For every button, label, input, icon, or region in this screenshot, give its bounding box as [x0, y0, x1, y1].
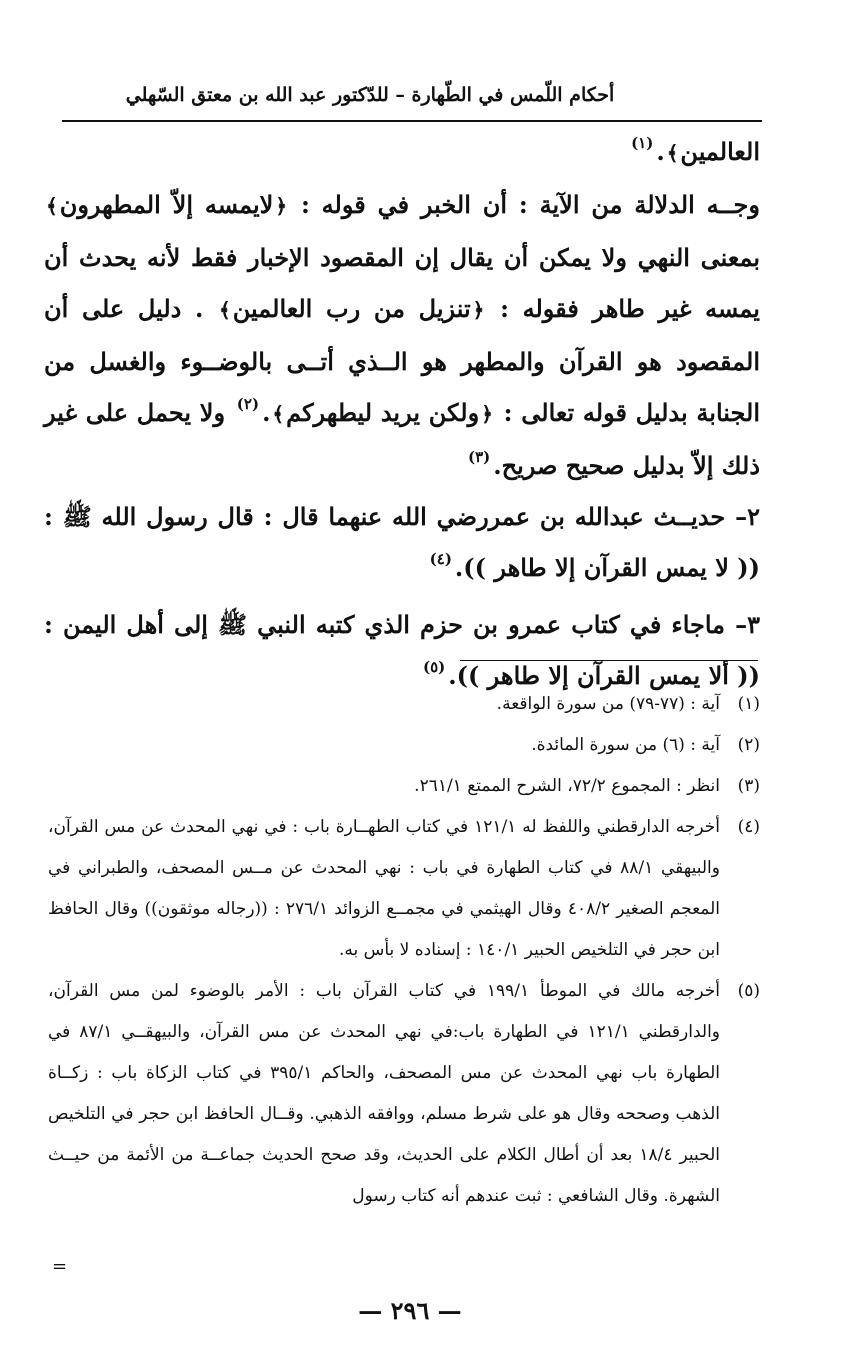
running-header: أحكام اللّمس في الطّهارة – للدّكتور عبد الله بن معتق السّهلي [125, 84, 615, 106]
footnote-ref-4: (٤) [429, 550, 452, 568]
quran-quote-yamassuhu: لايمسه إلاّ المطهرون [59, 190, 274, 219]
dalala-text-c: . دليل على أن المقصود هو القرآن والمطهر هو الــذي أتــى بالوضــوء والغسل من الجنابة بدليل قوله تعالى : [44, 294, 761, 427]
footnote-5 [48, 971, 760, 1217]
footnote-3 [48, 766, 760, 807]
footnotes [48, 684, 760, 1217]
footnote-number: (٤) [737, 817, 760, 837]
quran-close-ornament: ﴾ [272, 402, 285, 426]
hadith-2-text: ٢– حديــث عبدالله بن عمررضي الله عنهما قال : قال رسول الله ﷺ : (( لا يمس القرآن إلا طاهر )). [44, 502, 760, 582]
footnote-ref-3: (٣) [467, 448, 491, 466]
footnote-number: (٥) [737, 981, 760, 1001]
footnote-1 [48, 684, 760, 725]
page-number: — ٢٩٦ — [358, 1296, 462, 1325]
footnote-ref-2: (٢) [236, 395, 260, 413]
intro-text: العالمين [680, 137, 760, 166]
footnote-text: انظر : المجموع ٧٢/٢، الشرح الممتع ٢٦١/١. [414, 776, 720, 796]
quran-close-ornament: ﴾ [666, 141, 679, 165]
quran-open-ornament: ﴿ [472, 298, 485, 322]
quran-open-ornament: ﴿ [481, 402, 493, 426]
quran-close-ornament: ﴾ [219, 298, 231, 322]
quran-close-ornament: ﴾ [46, 194, 58, 218]
footnote-text: آية : (٧٧-٧٩) من سورة الواقعة. [496, 694, 720, 714]
quran-quote-yutahhirakum: ولكن يريد ليطهركم [286, 398, 480, 427]
footnote-ref-5: (٥) [422, 658, 446, 676]
footnote-number: (٢) [737, 735, 760, 755]
footnote-ref-1: (١) [631, 134, 654, 152]
footnote-text: آية : (٦) من سورة المائدة. [531, 735, 720, 755]
main-text [44, 126, 760, 701]
footnote-number: (١) [737, 694, 760, 714]
dalala-text-d: ولا يحمل على غير ذلك إلاّ بدليل صحيح صريح. [44, 398, 760, 480]
quran-open-ornament: ﴿ [275, 194, 288, 218]
paragraph-hadith-2 [44, 491, 760, 593]
dalala-text-b: بمعنى النهي ولا يمكن أن يقال إن المقصود الإخبار فقط لأنه يحدث أن يمسه غير طاهر فقوله : [44, 243, 760, 323]
footnote-text: أخرجه الدارقطني واللفظ له ١٢١/١ في كتاب الطهــارة باب : في نهي المحدث عن مس القرآن، والبيهقي ٨٨/١ في كتاب الطهارة في باب : نهي المحدث عن مــس المصحف، والطبراني في المعجم الصغير ٤٠٨/٢ وقال الهيثمي في مجمــع الزوائد ٢٧٦/١ : ((رجاله موثقون)) وقال الحافظ ابن حجر في التلخيص الحبير ١٤٠/١ : إسناده لا بأس به. [48, 817, 721, 960]
dalala-text-a: وجــه الدلالة من الآية : أن الخبر في قوله : [289, 190, 760, 219]
paragraph-intro: العالمين﴾.$^{(١)}$ [631, 134, 760, 166]
footnote-2 [48, 725, 760, 766]
paragraph-dalala: وجــه الدلالة من الآية : أن الخبر في قوله : ﴿لايمسه إلاّ المطهرون﴾ بمعنى النهي ولا يمكن أن يقال إن المقصود الإخبار فقط لأنه يحدث أن يمسه غير طاهر فقوله : ﴿تنزيل من رب العالمين﴾ . دليل على أن المقصود هو القرآن والمطهر هو الــذي أتــى بالوضــوء والغسل من الجنابة بدليل قوله تعالى : ﴿ولكن يريد ليطهركم﴾.$^{(٢)}$ ولا يحمل على غير ذلك إلاّ بدليل صحيح صريح.$^{(٣)}$ [44, 190, 761, 480]
footnote-number: (٣) [737, 776, 760, 796]
hadith-3-text: ٣– ماجاء في كتاب عمرو بن حزم الذي كتبه النبي ﷺ إلى أهل اليمن : (( ألا يمس القرآن إلا طاهر )). [44, 610, 760, 690]
header-rule [62, 120, 762, 122]
footnote-text: أخرجه مالك في الموطأ ١٩٩/١ في كتاب القرآن باب : الأمر بالوضوء لمن مس القرآن، والدارقطني ١٢١/١ في الطهارة باب:في نهي المحدث عن مس القرآن، والبيهقــي ٨٧/١ في الطهارة باب نهي المحدث عن مس المصحف، والحاكم ٣٩٥/١ في كتاب الزكاة باب : زكــاة الذهب وصححه وقال هو على شرط مسلم، ووافقه الذهبي. وقــال الحافظ ابن حجر في التلخيص الحبير ١٨/٤ بعد أن أطال الكلام على الحديث، وقد صحح الحديث جماعــة من الأئمة من حيــث الشهرة. وقال الشافعي : ثبت عندهم أنه كتاب رسول [48, 981, 721, 1206]
footnote-4 [48, 807, 760, 971]
footnote-separator [460, 660, 758, 661]
quran-quote-tanzil: تنزيل من رب العالمين [232, 294, 471, 323]
continuation-mark: = [52, 1256, 68, 1277]
